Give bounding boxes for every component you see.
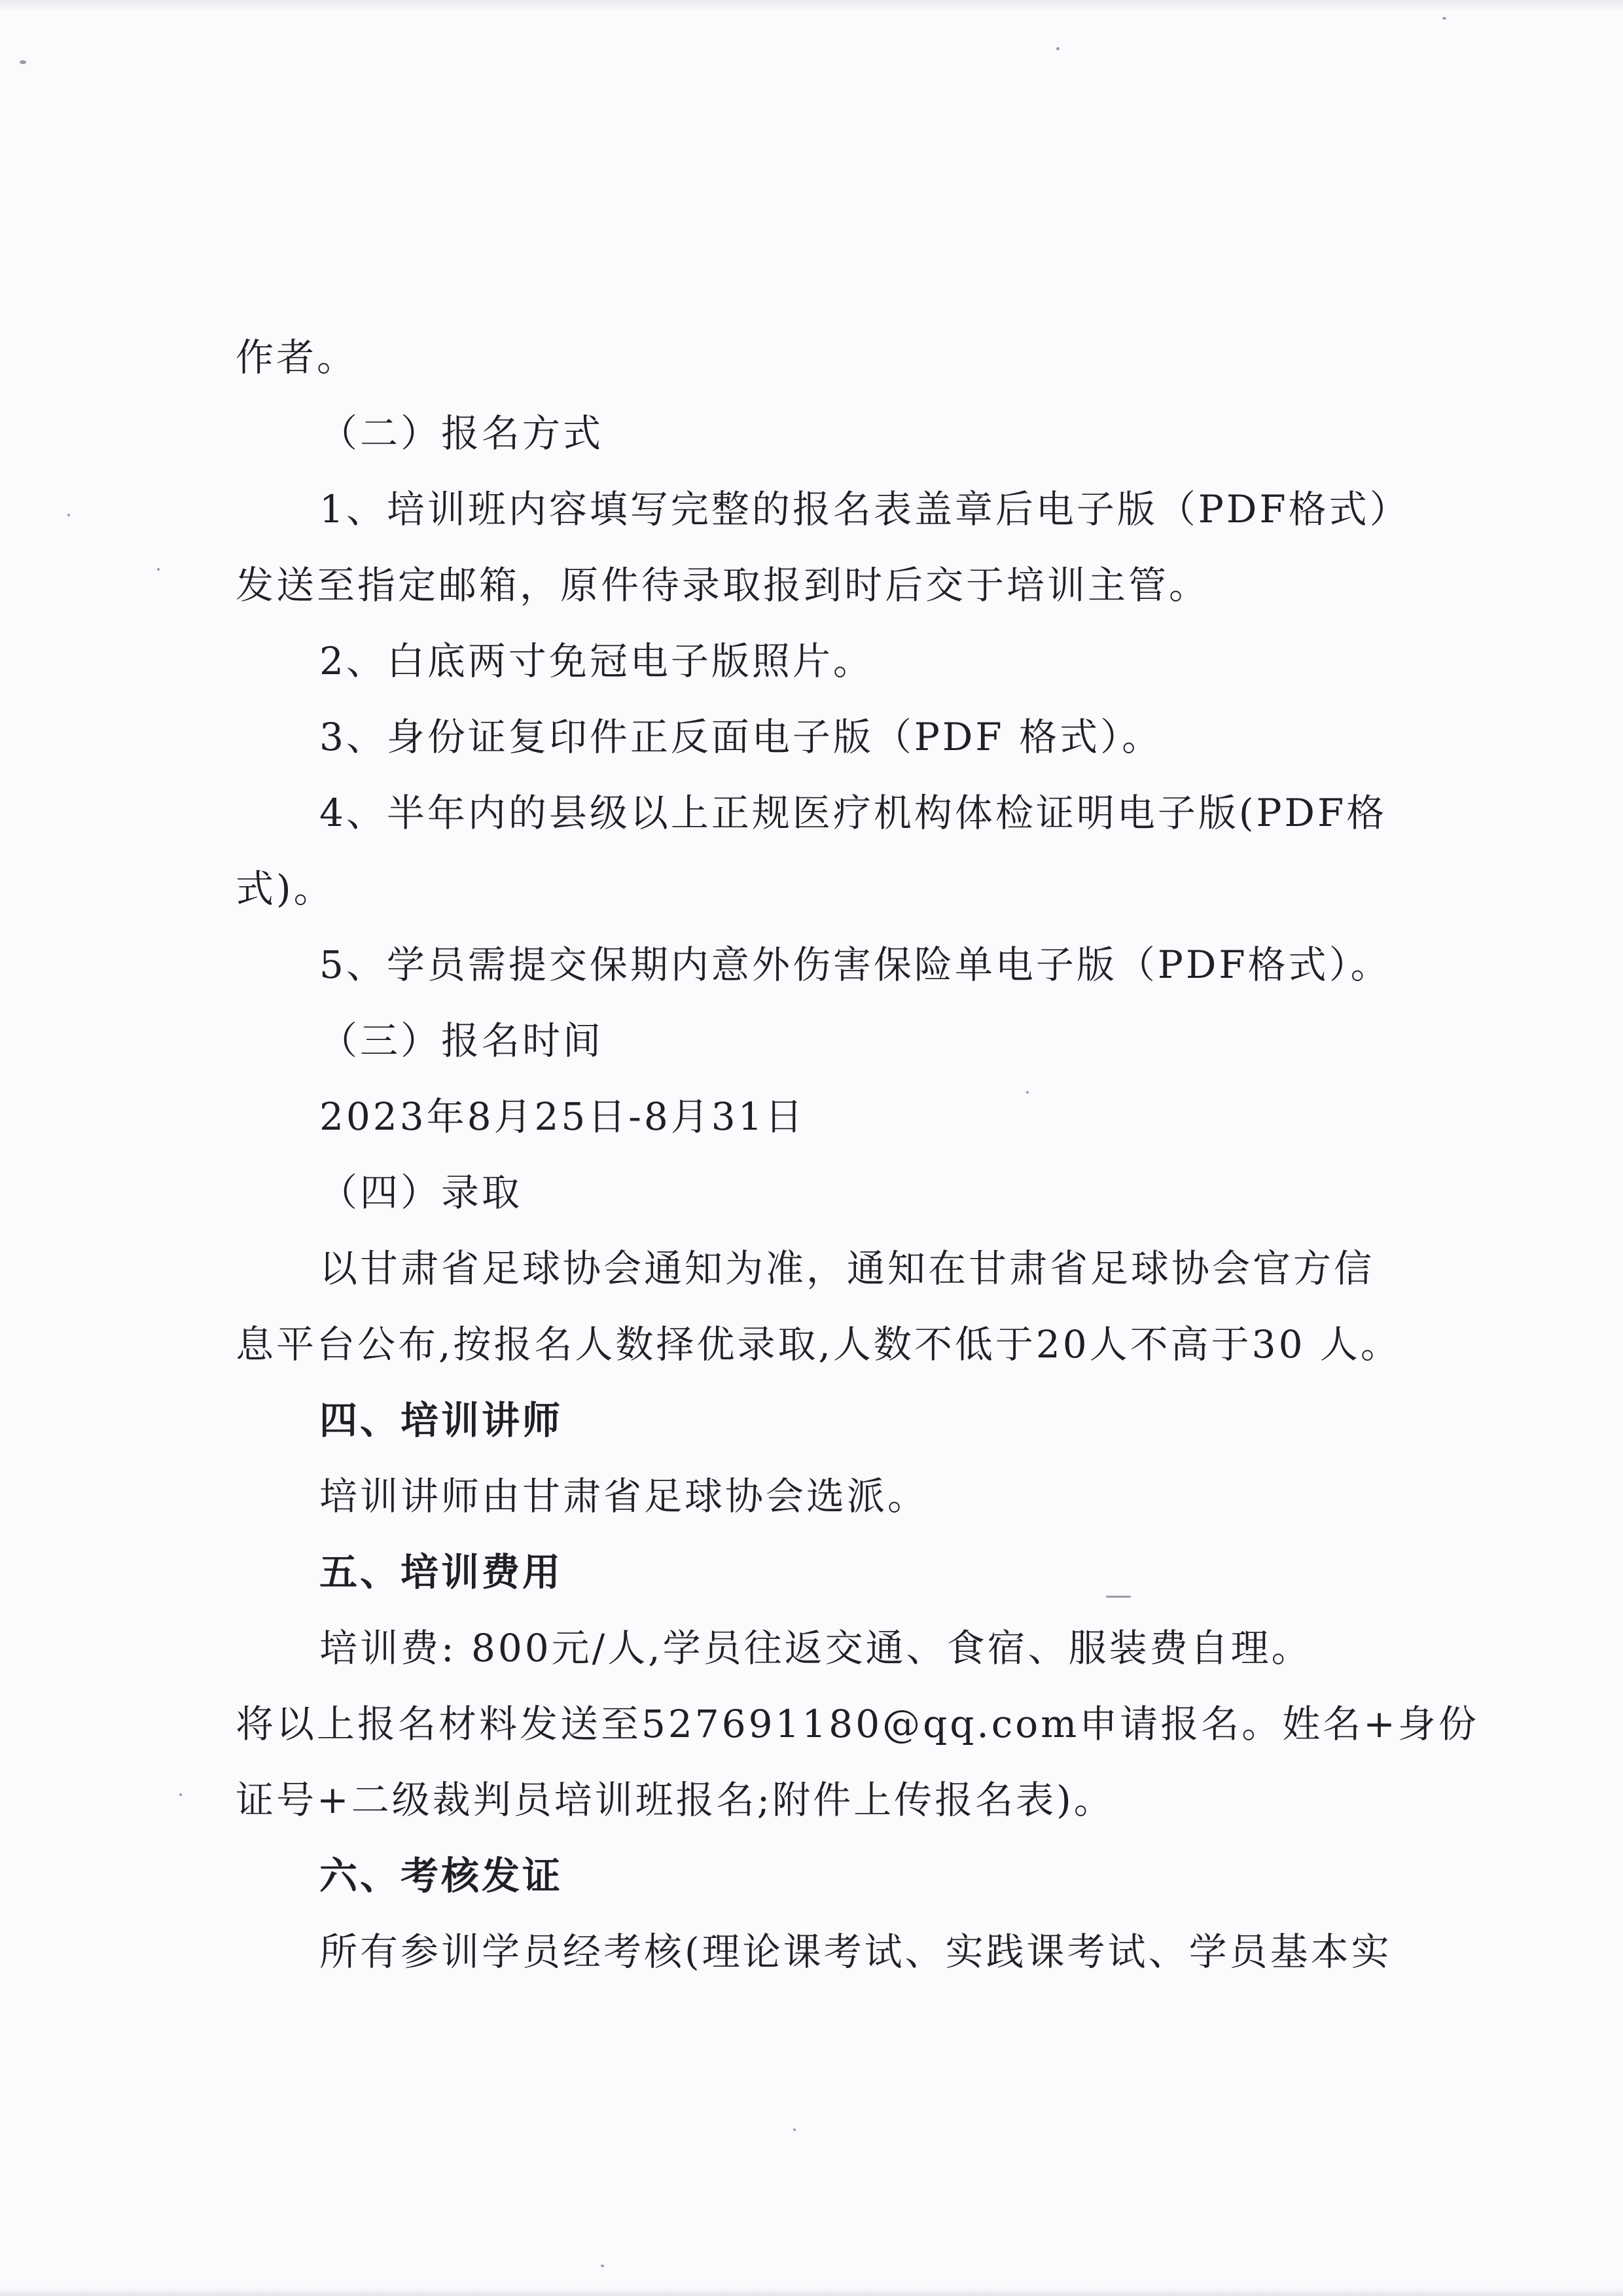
paragraph-line: 将以上报名材料发送至527691180@qq.com申请报名。姓名+身份 [236, 1702, 1479, 1746]
paragraph-line: 所有参训学员经考核(理论课考试、实践课考试、学员基本实 [319, 1929, 1392, 1974]
paragraph-line: 证号+二级裁判员培训班报名;附件上传报名表)。 [236, 1778, 1115, 1822]
paragraph-line: 息平台公布,按报名人数择优录取,人数不低于20人不高于30 人。 [236, 1322, 1401, 1367]
scan-edge-bottom [0, 2287, 1623, 2296]
section-heading: 六、考核发证 [319, 1854, 563, 1898]
paragraph-line: 培训讲师由甘肃省足球协会选派。 [319, 1474, 929, 1518]
scan-speck [1442, 17, 1446, 20]
paragraph-line: 以甘肃省足球协会通知为准，通知在甘肃省足球协会官方信 [319, 1246, 1375, 1291]
paragraph-line: 1、培训班内容填写完整的报名表盖章后电子版（PDF格式） [319, 487, 1410, 531]
paragraph-line: 4、半年内的县级以上正规医疗机构体检证明电子版(PDF格 [319, 791, 1387, 835]
scan-speck [20, 60, 26, 64]
section-heading: 四、培训讲师 [319, 1398, 563, 1443]
paragraph-line: 式)。 [236, 867, 334, 911]
registration-dates: 2023年8月25日-8月31日 [319, 1094, 806, 1139]
scan-speck [67, 514, 70, 516]
document-body [236, 319, 1479, 1990]
paragraph-line: 发送至指定邮箱，原件待录取报到时后交于培训主管。 [236, 563, 1210, 607]
section-heading: 五、培训费用 [319, 1550, 563, 1594]
scan-speck [157, 568, 160, 571]
scan-edge-top [0, 0, 1623, 12]
paragraph-line: 5、学员需提交保期内意外伤害保险单电子版（PDF格式）。 [319, 942, 1391, 987]
paragraph-line: 作者。 [236, 335, 358, 380]
paragraph-line: 培训费: 800元/人,学员往返交通、食宿、服装费自理。 [319, 1626, 1312, 1670]
section-subheading: （四）录取 [319, 1170, 523, 1215]
scan-speck [793, 2128, 796, 2131]
scan-speck [1056, 47, 1060, 50]
section-subheading: （二）报名方式 [319, 411, 604, 456]
section-subheading: （三）报名时间 [319, 1018, 604, 1063]
scan-speck [179, 1793, 182, 1796]
scan-speck [601, 2265, 604, 2267]
paragraph-line: 2、白底两寸免冠电子版照片。 [319, 639, 874, 683]
paragraph-line: 3、身份证复印件正反面电子版（PDF 格式）。 [319, 715, 1163, 759]
